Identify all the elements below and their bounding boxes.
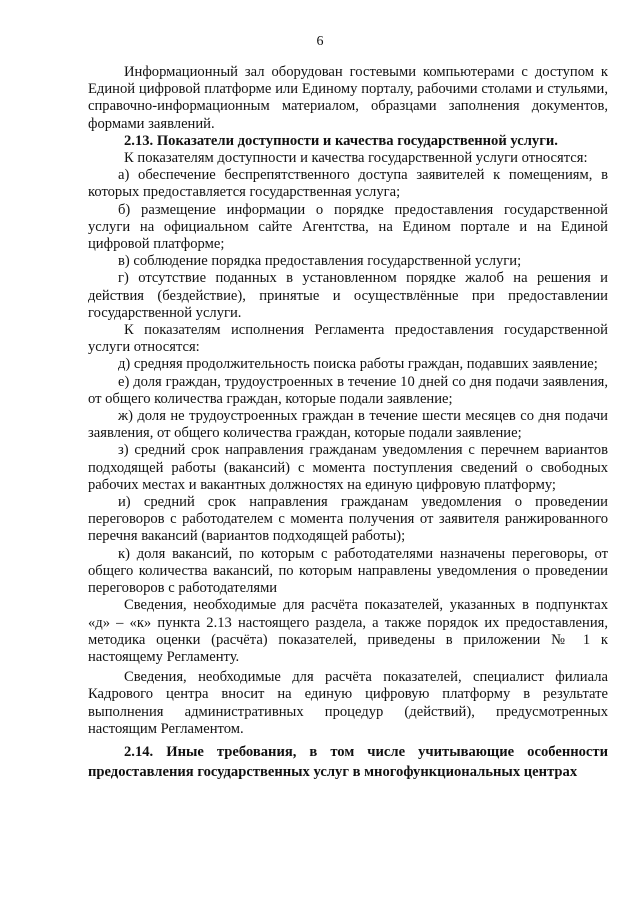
paragraph-info-hall: Информационный зал оборудован гостевыми компьютерами с доступом к Единой цифровой платформе или Единому порталу, рабочими столами и стульями, справочно-информационным материалом, образцами заполнения документов, формами заявлений. bbox=[88, 64, 608, 132]
list-item-b: б) размещение информации о порядке предоставления государственной услуги на официальном сайте Агентства, на Едином портале и на Единой цифровой платформе; bbox=[88, 201, 608, 253]
list-item-z: з) средний срок направления гражданам уведомления с перечнем вариантов подходящей работы (вакансий) с момента поступления сведений о свободных рабочих местах и вакантных должностях на единую цифровую платформу; bbox=[88, 442, 608, 493]
list-item-i: и) средний срок направления гражданам уведомления о проведении переговоров с работодателем с момента получения от заявителя ранжированного перечня вакансий (вариантов подходящей работы); bbox=[88, 494, 608, 545]
list-item-k: к) доля вакансий, по которым с работодателями назначены переговоры, от общего количества вакансий, по которым направлены уведомления о проведении переговоров с работодателями bbox=[88, 545, 608, 597]
paragraph-reglament-indicators: К показателям исполнения Регламента предоставления государственной услуги относятся: bbox=[88, 322, 608, 356]
paragraph-calculation-info: Сведения, необходимые для расчёта показателей, указанных в подпунктах «д» – «к» пункта 2.13 настоящего раздела, а также порядок их предоставления, методика оценки (расчёта) показателей, приведены в приложении № 1 к настоящему Регламенту. bbox=[88, 597, 608, 665]
list-item-g: г) отсутствие поданных в установленном порядке жалоб на решения и действия (бездействие), принятые и осуществлённые при предоставлении государственной услуги. bbox=[88, 270, 608, 321]
page-number: 6 bbox=[316, 34, 324, 49]
list-item-zh: ж) доля не трудоустроенных граждан в течение шести месяцев со дня подачи заявления, от общего количества граждан, которые подали заявление; bbox=[88, 408, 608, 442]
list-item-e: е) доля граждан, трудоустроенных в течение 10 дней со дня подачи заявления, от общего количества граждан, которые подали заявление; bbox=[88, 373, 608, 407]
section-heading-2-14: 2.14. Иные требования, в том числе учитывающие особенности предоставления государственных услуг в многофункциональных центрах bbox=[88, 743, 608, 780]
section-heading-2-13: 2.13. Показатели доступности и качества государственной услуги. bbox=[124, 132, 558, 149]
document-body bbox=[88, 64, 608, 782]
list-item-a: а) обеспечение беспрепятственного доступа заявителей к помещениям, в которых предоставляется государственная услуга; bbox=[88, 167, 608, 201]
list-item-v: в) соблюдение порядка предоставления государственной услуги; bbox=[118, 253, 522, 270]
list-item-d: д) средняя продолжительность поиска работы граждан, подавших заявление; bbox=[118, 356, 598, 373]
paragraph-indicators-intro: К показателям доступности и качества государственной услуги относятся: bbox=[124, 150, 588, 167]
paragraph-specialist-info: Сведения, необходимые для расчёта показателей, специалист филиала Кадрового центра вносит на единую цифровую платформу в результате выполнения административных процедур (действий), предусмотренных настоящим Регламентом. bbox=[88, 669, 608, 737]
